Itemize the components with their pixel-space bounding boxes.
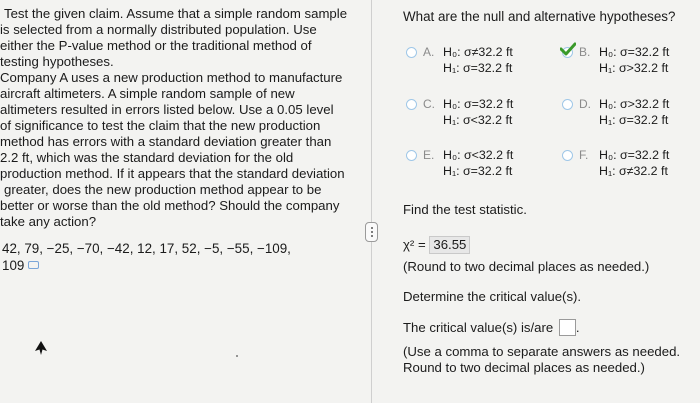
alternative-hypothesis: H₁: σ≠32.2 ft [599,164,668,178]
radio-button[interactable] [406,47,417,58]
comma-hint: (Use a comma to separate answers as needed. [403,344,681,359]
question-title: What are the null and alternative hypotheses? [403,9,676,24]
problem-line: method has errors with a standard deviation greater than [0,134,332,149]
critical-value-row [403,320,580,337]
problem-line: aircraft altimeters. A simple random sample of new [0,86,295,101]
null-hypothesis: H₀: σ>32.2 ft [599,97,670,111]
problem-line: take any action? [0,214,97,229]
problem-line: production method. If it appears that the standard deviation [0,166,345,181]
problem-line: is selected from a normally distributed population. Use [0,22,317,37]
find-test-statistic-prompt: Find the test statistic. [403,202,527,217]
option-letter: F. [579,148,589,162]
critical-value-input[interactable] [559,319,576,336]
null-hypothesis: H₀: σ=32.2 ft [599,45,670,59]
alternative-hypothesis: H₁: σ=32.2 ft [443,164,513,178]
chi-square-label: χ² = [403,237,426,252]
radio-button[interactable] [562,150,573,161]
problem-line: Company A uses a new production method to manufacture [0,70,343,85]
option-letter: D. [579,97,591,111]
problem-line: greater, does the new production method appear to be [4,182,322,197]
null-hypothesis: H₀: σ=32.2 ft [599,148,670,162]
round-hint: Round to two decimal places as needed.) [403,360,645,375]
radio-button[interactable] [406,150,417,161]
radio-button[interactable] [406,99,417,110]
null-hypothesis: H₀: σ≠32.2 ft [443,45,513,59]
alternative-hypothesis: H₁: σ<32.2 ft [443,113,513,127]
problem-line: Test the given claim. Assume that a simple random sample [4,6,348,21]
round-note: (Round to two decimal places as needed.) [403,259,650,274]
checkmark-icon [560,42,576,56]
null-hypothesis: H₀: σ<32.2 ft [443,148,514,162]
problem-line: testing hypotheses. [0,54,114,69]
determine-critical-prompt: Determine the critical value(s). [403,289,582,304]
alternative-hypothesis: H₁: σ=32.2 ft [599,113,669,127]
problem-line: altimeters resulted in errors listed below. Use a 0.05 level [0,102,334,117]
option-letter: C. [423,97,435,111]
data-values-line-1: 42, 79, −25, −70, −42, 12, 17, 52, −5, −55, −109, [2,241,291,256]
critical-period: . [575,320,580,335]
data-values-last: 109 [2,258,25,273]
alternative-hypothesis: H₁: σ=32.2 ft [443,61,513,75]
chi-square-value-field[interactable]: 36.55 [429,236,470,254]
problem-line: of significance to test the claim that the new production [0,118,321,133]
problem-line: 2.2 ft, which was the standard deviation for the old [0,150,294,165]
radio-button[interactable] [562,99,573,110]
option-letter: B. [579,45,591,59]
critical-value-label: The critical value(s) is/are [403,320,554,335]
option-letter: E. [423,148,435,162]
null-hypothesis: H₀: σ=32.2 ft [443,97,514,111]
problem-line: better or worse than the old method? Should the company [0,198,340,213]
problem-line: either the P-value method or the traditional method of [0,38,312,53]
option-letter: A. [423,45,435,59]
alternative-hypothesis: H₁: σ>32.2 ft [599,61,669,75]
chi-square-answer [403,236,470,254]
